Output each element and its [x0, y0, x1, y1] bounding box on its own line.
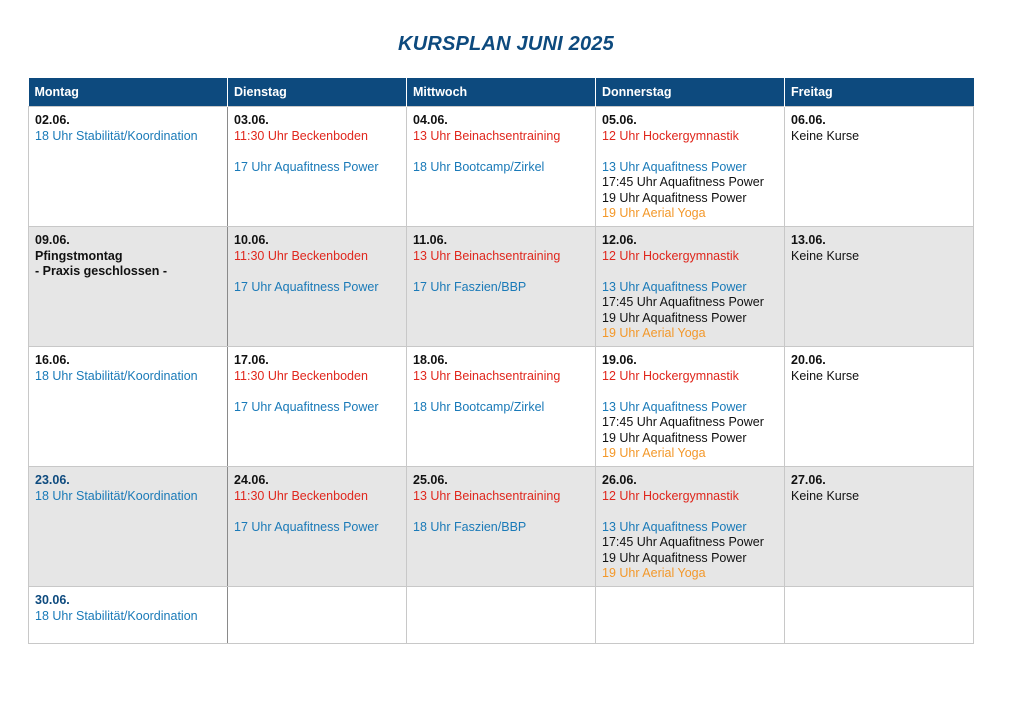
course-entry: 19 Uhr Aerial Yoga [602, 326, 706, 340]
course-entry: 18 Uhr Bootcamp/Zirkel [413, 399, 545, 414]
day-cell-dienstag [228, 227, 407, 347]
day-date: 27.06. [791, 473, 826, 487]
day-cell-mittwoch [407, 467, 596, 587]
course-entry: 11:30 Uhr Beckenboden [234, 128, 368, 143]
course-entry: 18 Uhr Stabilität/Koordination [35, 128, 198, 143]
course-entry: - Praxis geschlossen - [35, 264, 168, 278]
course-entry: 18 Uhr Stabilität/Koordination [35, 488, 198, 503]
day-date: 06.06. [791, 113, 826, 127]
day-cell-montag [29, 107, 228, 227]
course-entry: 13 Uhr Beinachsentraining [413, 128, 561, 143]
day-date: 26.06. [602, 473, 637, 487]
course-entry: 13 Uhr Aquafitness Power [602, 519, 747, 534]
day-cell-mittwoch [407, 107, 596, 227]
day-cell-dienstag [228, 347, 407, 467]
day-cell-donnerstag [596, 347, 785, 467]
day-cell-mittwoch [407, 347, 596, 467]
header-donnerstag: Donnerstag [596, 78, 785, 107]
spacer [413, 504, 589, 520]
course-entry: 12 Uhr Hockergymnastik [602, 248, 739, 263]
day-cell-mittwoch [407, 587, 596, 644]
spacer [413, 264, 589, 280]
day-date: 02.06. [35, 113, 70, 127]
course-entry: 17 Uhr Aquafitness Power [234, 519, 379, 534]
course-entry: 19 Uhr Aquafitness Power [602, 190, 747, 205]
day-date: 17.06. [234, 353, 269, 367]
day-cell-mittwoch [407, 227, 596, 347]
header-row [29, 78, 974, 107]
course-entry: 18 Uhr Stabilität/Koordination [35, 368, 198, 383]
header-mittwoch: Mittwoch [407, 78, 596, 107]
spacer [413, 144, 589, 160]
day-cell-freitag [785, 587, 974, 644]
day-cell-dienstag [228, 587, 407, 644]
spacer [602, 144, 778, 160]
day-cell-montag [29, 227, 228, 347]
day-date: 19.06. [602, 353, 637, 367]
course-entry: 17 Uhr Aquafitness Power [234, 399, 379, 414]
day-date: 20.06. [791, 353, 826, 367]
day-date: 13.06. [791, 233, 826, 247]
spacer [602, 384, 778, 400]
spacer [602, 264, 778, 280]
course-entry: 13 Uhr Beinachsentraining [413, 488, 561, 503]
course-entry: 19 Uhr Aquafitness Power [602, 310, 747, 325]
day-date: 05.06. [602, 113, 637, 127]
course-entry: 17:45 Uhr Aquafitness Power [602, 295, 764, 309]
day-date: 23.06. [35, 473, 70, 487]
page-title: KURSPLAN JUNI 2025 [398, 33, 614, 55]
course-entry: 11:30 Uhr Beckenboden [234, 488, 368, 503]
day-date: 09.06. [35, 233, 70, 247]
day-cell-montag [29, 347, 228, 467]
course-entry: 13 Uhr Beinachsentraining [413, 248, 561, 263]
day-date: 30.06. [35, 593, 70, 607]
spacer [234, 144, 400, 160]
course-entry: 13 Uhr Aquafitness Power [602, 279, 747, 294]
day-cell-dienstag [228, 107, 407, 227]
header-dienstag: Dienstag [228, 78, 407, 107]
course-entry: 12 Uhr Hockergymnastik [602, 488, 739, 503]
header-montag: Montag [29, 78, 228, 107]
day-cell-donnerstag [596, 227, 785, 347]
week-row [29, 467, 974, 587]
day-cell-donnerstag [596, 467, 785, 587]
day-cell-dienstag [228, 467, 407, 587]
course-entry: 12 Uhr Hockergymnastik [602, 368, 739, 383]
course-entry: 19 Uhr Aerial Yoga [602, 446, 706, 460]
course-entry: 18 Uhr Stabilität/Koordination [35, 608, 198, 623]
course-entry: Keine Kurse [791, 488, 860, 503]
course-entry: 17:45 Uhr Aquafitness Power [602, 535, 764, 549]
course-entry: 11:30 Uhr Beckenboden [234, 368, 368, 383]
spacer [413, 384, 589, 400]
day-date: 04.06. [413, 113, 448, 127]
course-entry: 13 Uhr Aquafitness Power [602, 399, 747, 414]
day-date: 18.06. [413, 353, 448, 367]
week-row [29, 107, 974, 227]
week-row [29, 227, 974, 347]
course-entry: 13 Uhr Aquafitness Power [602, 159, 747, 174]
course-entry: 17 Uhr Faszien/BBP [413, 279, 527, 294]
course-entry: 18 Uhr Bootcamp/Zirkel [413, 159, 545, 174]
day-date: 24.06. [234, 473, 269, 487]
spacer [234, 504, 400, 520]
day-date: 12.06. [602, 233, 637, 247]
day-cell-donnerstag [596, 587, 785, 644]
course-entry: 11:30 Uhr Beckenboden [234, 248, 368, 263]
course-entry: 17 Uhr Aquafitness Power [234, 159, 379, 174]
day-cell-freitag [785, 107, 974, 227]
course-entry: Keine Kurse [791, 248, 860, 263]
day-date: 25.06. [413, 473, 448, 487]
course-entry: 19 Uhr Aquafitness Power [602, 550, 747, 565]
spacer [234, 384, 400, 400]
day-cell-freitag [785, 227, 974, 347]
course-entry: Keine Kurse [791, 128, 860, 143]
day-cell-montag [29, 467, 228, 587]
day-cell-freitag [785, 347, 974, 467]
course-entry: 19 Uhr Aquafitness Power [602, 430, 747, 445]
course-entry: 18 Uhr Faszien/BBP [413, 519, 527, 534]
day-date: 03.06. [234, 113, 269, 127]
course-entry: 17 Uhr Aquafitness Power [234, 279, 379, 294]
week-row [29, 347, 974, 467]
day-date: 11.06. [413, 233, 448, 247]
course-entry: 19 Uhr Aerial Yoga [602, 566, 706, 580]
course-entry: Pfingstmontag [35, 248, 123, 263]
week-row [29, 587, 974, 644]
day-cell-montag [29, 587, 228, 644]
course-entry: 19 Uhr Aerial Yoga [602, 206, 706, 220]
day-cell-freitag [785, 467, 974, 587]
course-entry: 17:45 Uhr Aquafitness Power [602, 175, 764, 189]
course-entry: 13 Uhr Beinachsentraining [413, 368, 561, 383]
header-freitag: Freitag [785, 78, 974, 107]
course-entry: Keine Kurse [791, 368, 860, 383]
day-cell-donnerstag [596, 107, 785, 227]
day-date: 10.06. [234, 233, 269, 247]
spacer [602, 504, 778, 520]
course-schedule-table [28, 78, 974, 644]
course-entry: 12 Uhr Hockergymnastik [602, 128, 739, 143]
course-entry: 17:45 Uhr Aquafitness Power [602, 415, 764, 429]
spacer [234, 264, 400, 280]
day-date: 16.06. [35, 353, 70, 367]
